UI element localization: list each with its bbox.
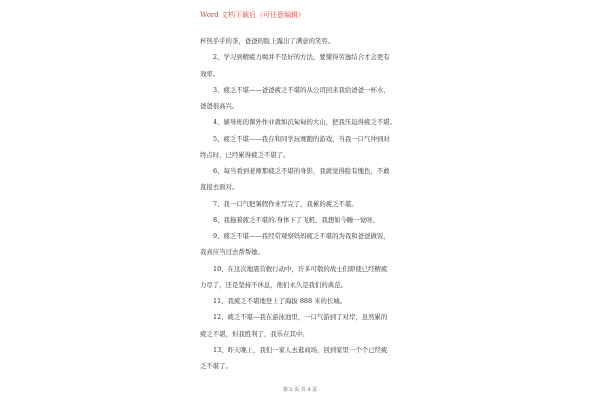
text-line: 力尽了，还是坚持不休息，他们永久是我们的典范。 [200,280,347,289]
page-footer: 第 2 页 共 4 页 [282,387,318,393]
text-line: 疲乏不堪，但我胜利了，我乐在其中。 [200,329,309,338]
text-line: 2、学习到精疲力竭并不是好的方法，要懂得劳逸结合才会更有 [213,53,390,62]
text-line: 12、疲乏不堪—我在游泳池里，一口气游到了对岸，虽然累的 [213,313,388,322]
text-line: 8、我拖着疲乏不堪的.身体下了飞机，我想如今睡一觉呀。 [213,215,379,224]
text-line: 4、辅导班的课外作业就如沉甸甸的大山，把我压迫得疲乏不堪。 [213,118,397,127]
text-line: 11、我疲乏不堪地登上了海拔 888 米的长城。 [213,297,347,305]
text-line: 13、昨天晚上，我们一家人去逛商场，回到家里一个个已经疲 [213,345,388,354]
text-line: 9、疲乏不堪——我经常观察妈妈疲乏不堪的为我和爸爸做饭， [213,232,390,240]
text-line: 直接去面对。 [200,183,239,192]
text-line: 10、在这次地震营救行动中，许多可敬的战士们即使已经精疲 [213,264,388,273]
text-line: 6、每当看到老师那疲乏不堪的身影，我就觉得脸有愧色，不敢 [213,167,390,175]
text-line: 杯热乎乎的茶，爸爸的脸上露出了满意的笑容。 [200,37,335,45]
text-line: 我真应当过去帮帮她。 [200,248,264,257]
text-line: 爸爸很高兴。 [200,102,239,110]
text-line: 7、我一口气把暑假作业写完了，我累的疲乏不堪。 [213,199,358,208]
text-line: 乏不堪了。 [200,362,232,370]
text-line: 终点时，已经累得疲乏不堪了。 [200,150,290,159]
text-line: 5、疲乏不堪——我在和同学玩赛跑的游戏，当我一口气冲到对 [213,134,390,143]
text-line: 3、疲乏不堪——爸爸疲乏不堪的从公司回来我给爸爸一杯水， [213,85,390,94]
text-line: 效率。 [200,69,220,78]
header-note: Word 文档下载后（可任意编辑） [200,11,305,19]
